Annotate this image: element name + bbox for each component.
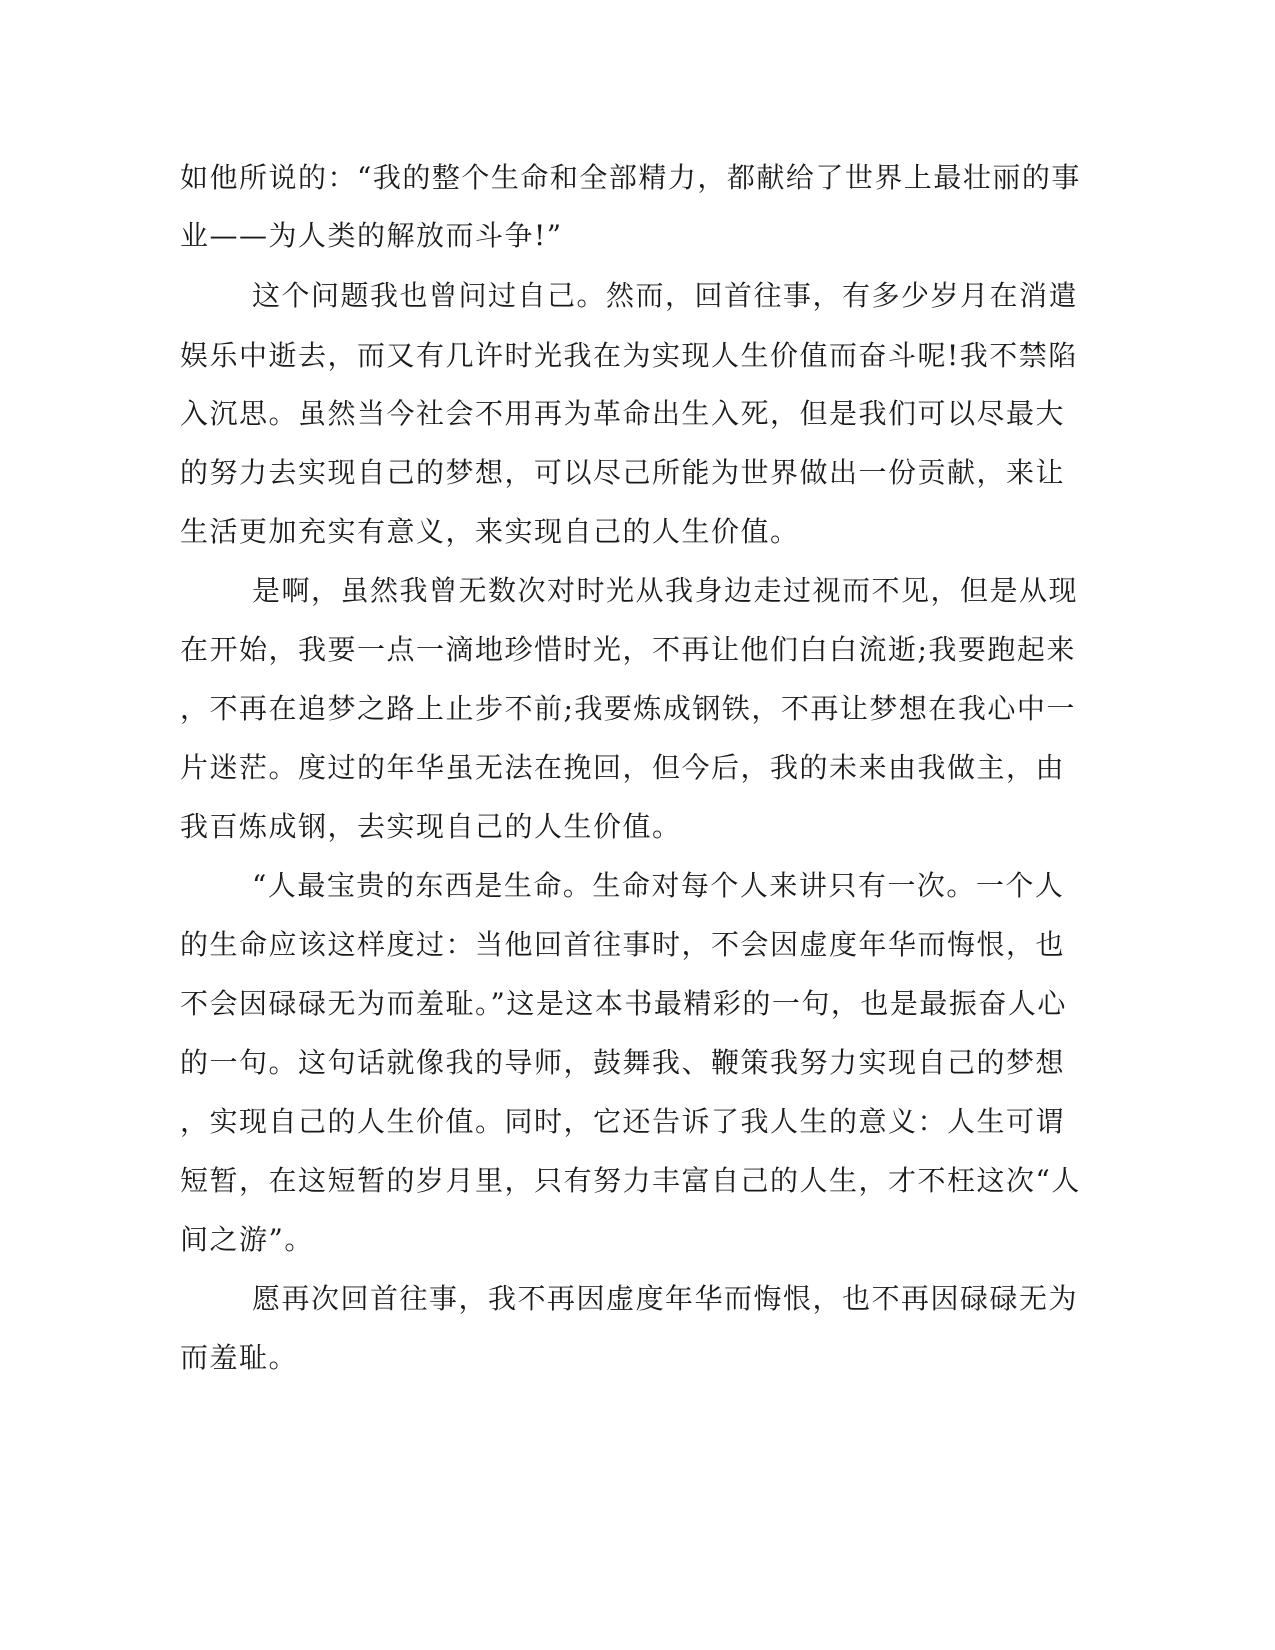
text-line: 而羞耻。 — [180, 1341, 299, 1374]
text-line: 业——为人类的解放而斗争!” — [180, 219, 563, 252]
paragraph-first-line: 这个问题我也曾问过自己。然而，回首往事，有多少岁月在消遣 — [252, 279, 1079, 312]
text-line: 在开始，我要一点一滴地珍惜时光，不再让他们白白流逝;我要跑起来 — [180, 633, 1076, 666]
text-line: ，实现自己的人生价值。同时，它还告诉了我人生的意义：人生可谓 — [180, 1105, 1066, 1138]
text-line: 间之游”。 — [180, 1223, 314, 1256]
text-line: 的努力去实现自己的梦想，可以尽己所能为世界做出一份贡献，来让 — [180, 456, 1066, 489]
text-line: 短暂，在这短暂的岁月里，只有努力丰富自己的人生，才不枉这次“人 — [180, 1164, 1081, 1197]
text-line: 如他所说的：“我的整个生命和全部精力，都献给了世界上最壮丽的事 — [180, 161, 1081, 194]
text-line: 的一句。这句话就像我的导师，鼓舞我、鞭策我努力实现自己的梦想 — [180, 1046, 1066, 1079]
text-line: 娱乐中逝去，而又有几许时光我在为实现人生价值而奋斗呢!我不禁陷 — [180, 339, 1078, 372]
text-line: ，不再在追梦之路上止步不前;我要炼成钢铁，不再让梦想在我心中一 — [180, 692, 1076, 725]
paragraph-first-line: 是啊，虽然我曾无数次对时光从我身边走过视而不见，但是从现 — [252, 574, 1079, 607]
paragraph-first-line: 愿再次回首往事，我不再因虚度年华而悔恨，也不再因碌碌无为 — [252, 1282, 1079, 1315]
text-line: 入沉思。虽然当今社会不用再为革命出生入死，但是我们可以尽最大 — [180, 397, 1066, 430]
text-line: 的生命应该这样度过：当他回首往事时，不会因虚度年华而悔恨，也 — [180, 928, 1066, 961]
paragraph-first-line: “人最宝贵的东西是生命。生命对每个人来讲只有一次。一个人 — [252, 869, 1065, 902]
text-line: 我百炼成钢，去实现自己的人生价值。 — [180, 810, 682, 843]
text-line: 生活更加充实有意义，来实现自己的人生价值。 — [180, 515, 800, 548]
text-line: 片迷茫。度过的年华虽无法在挽回，但今后，我的未来由我做主，由 — [180, 751, 1066, 784]
text-line: 不会因碌碌无为而羞耻。”这是这本书最精彩的一句，也是最振奋人心 — [180, 987, 1067, 1020]
